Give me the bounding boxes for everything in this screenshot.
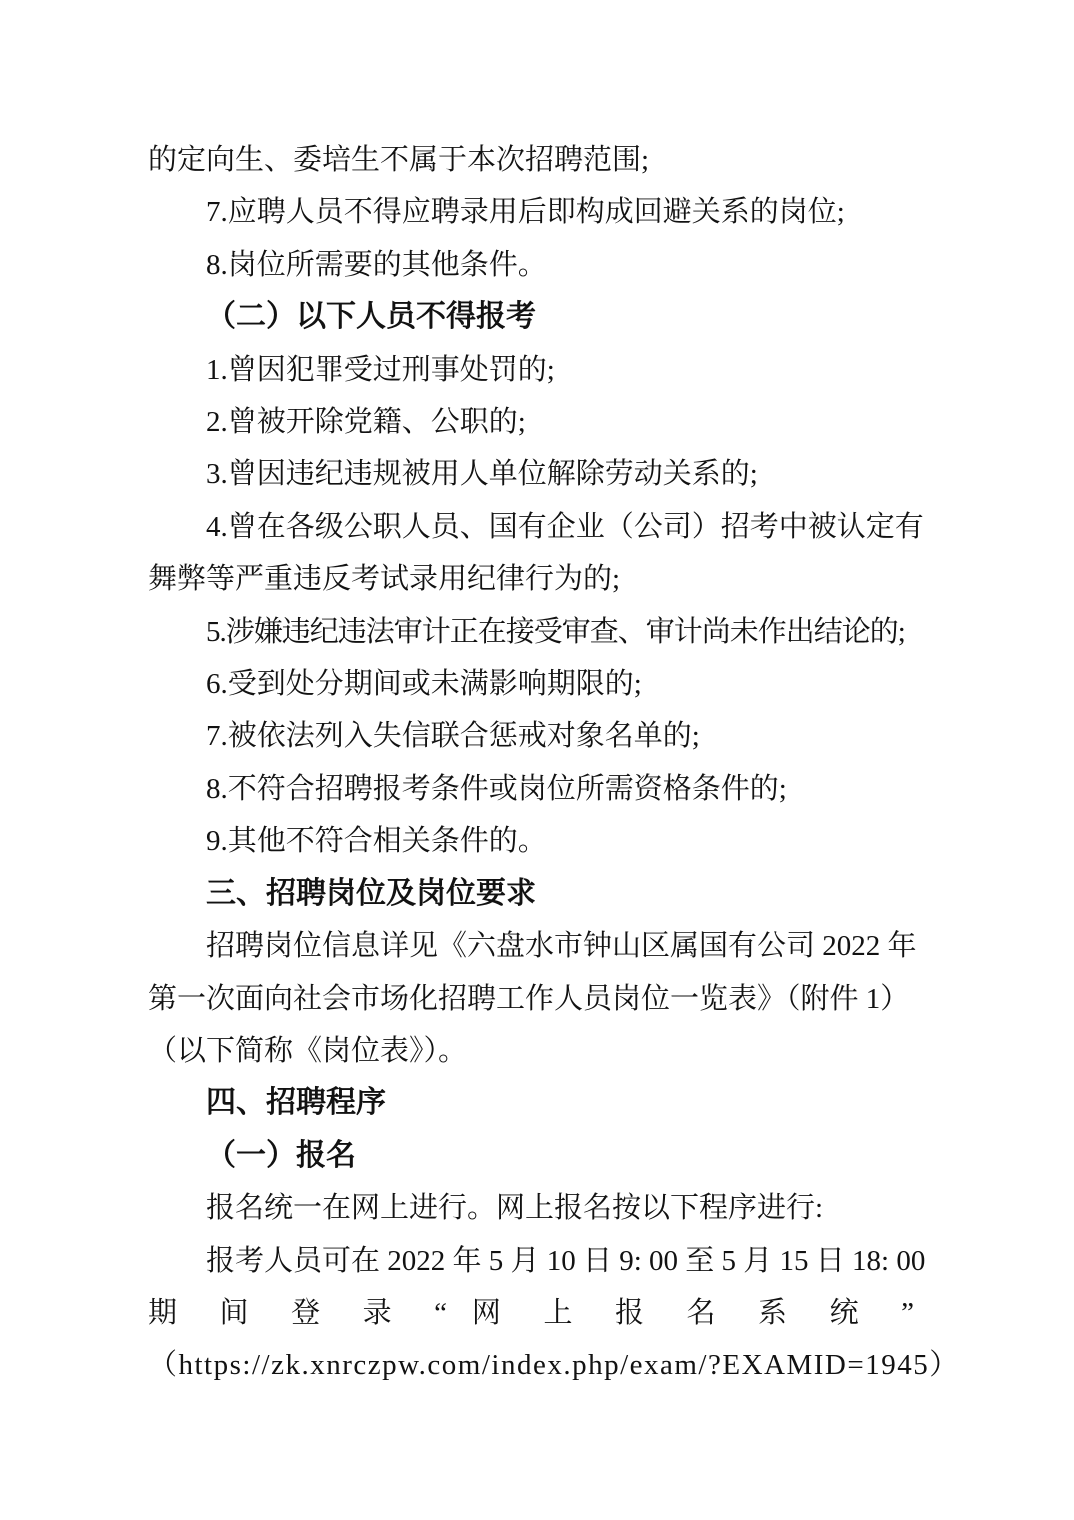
paragraph-line: 8.不符合招聘报考条件或岗位所需资格条件的; [206, 772, 787, 805]
sub-heading: （二）以下人员不得报考 [206, 300, 536, 334]
paragraph-line: （以下简称《岗位表》）。 [148, 1034, 468, 1067]
paragraph-line: 期 间 登 录 “ 网 上 报 名 系 统 ” [148, 1296, 914, 1329]
paragraph-line: 舞弊等严重违反考试录用纪律行为的; [148, 563, 621, 596]
paragraph-line: 7.被依法列入失信联合惩戒对象名单的; [206, 720, 700, 753]
paragraph-line: 3.曾因违纪违规被用人单位解除劳动关系的; [206, 458, 758, 491]
paragraph-line: 的定向生、委培生不属于本次招聘范围; [148, 144, 650, 176]
paragraph-line: 第一次面向社会市场化招聘工作人员岗位一览表》（附件 1） [148, 982, 910, 1015]
sub-heading: （一）报名 [206, 1138, 356, 1172]
registration-url: （https://zk.xnrczpw.com/index.php/exam/?EXAMID=1945） [148, 1349, 960, 1382]
paragraph-line: 4.曾在各级公职人员、国有企业（公司）招考中被认定有 [206, 510, 924, 543]
paragraph-line: 6.受到处分期间或未满影响期限的; [206, 668, 642, 701]
section-heading: 四、招聘程序 [206, 1086, 386, 1120]
paragraph-line: 5.涉嫌违纪违法审计正在接受审查、审计尚未作出结论的; [206, 615, 905, 648]
paragraph-line: 9.其他不符合相关条件的。 [206, 825, 547, 858]
section-heading: 三、招聘岗位及岗位要求 [206, 876, 536, 910]
paragraph-line: 1.曾因犯罪受过刑事处罚的; [206, 353, 555, 386]
paragraph-line: 8.岗位所需要的其他条件。 [206, 248, 547, 281]
paragraph-line: 招聘岗位信息详见《六盘水市钟山区属国有公司 2022 年 [206, 930, 917, 963]
paragraph-line: 2.曾被开除党籍、公职的; [206, 406, 526, 439]
paragraph-line: 7.应聘人员不得应聘录用后即构成回避关系的岗位; [206, 196, 845, 229]
paragraph-line: 报考人员可在 2022 年 5 月 10 日 9: 00 至 5 月 15 日 18: 00 [206, 1244, 926, 1277]
paragraph-line: 报名统一在网上进行。网上报名按以下程序进行: [206, 1192, 824, 1225]
